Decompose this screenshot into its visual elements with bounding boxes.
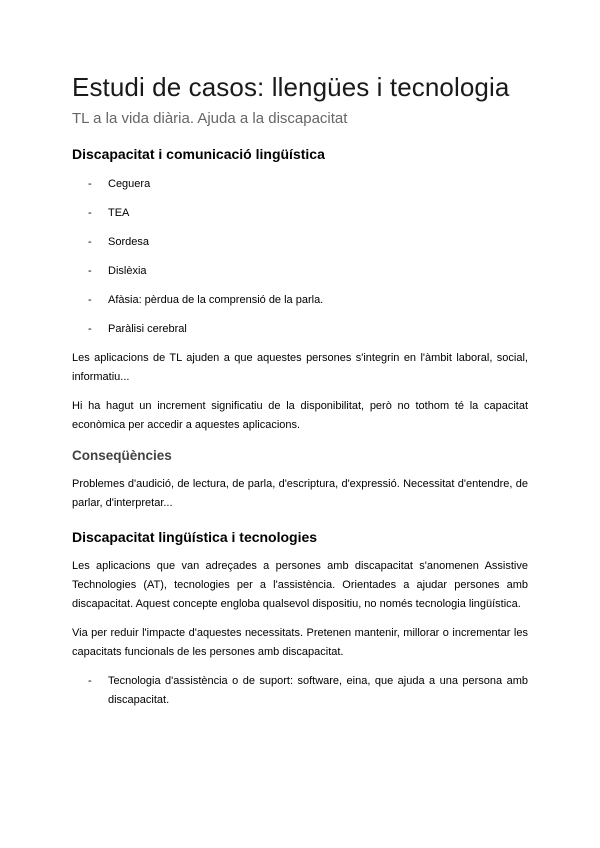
- list-item-text: Afàsia: pèrdua de la comprensió de la parla.: [108, 294, 324, 306]
- paragraph-availability: Hi ha hagut un increment significatiu de la disponibilitat, però no tothom té la capacitat econòmica per accedir a aquestes aplicacions.: [72, 400, 528, 431]
- document-page: [72, 70, 528, 724]
- paragraph-reduce-impact: Via per reduir l'impacte d'aquestes necessitats. Pretenen mantenir, millorar o incrementar les capacitats funcionals de les persones amb discapacitat.: [72, 627, 528, 658]
- assistive-tech-list: [72, 672, 528, 710]
- section-heading-disability-technologies: Discapacitat lingüística i tecnologies: [72, 529, 318, 545]
- section-heading-disability-communication: Discapacitat i comunicació lingüística: [72, 146, 325, 162]
- bullet-dash: -: [88, 675, 92, 687]
- bullet-dash: -: [88, 294, 92, 306]
- bullet-dash: -: [88, 323, 92, 335]
- list-item: [72, 672, 528, 710]
- bullet-dash: -: [88, 207, 92, 219]
- list-item-text: Tecnologia d'assistència o de suport: software, eina, que ajuda a una persona amb discapacitat.: [108, 675, 528, 706]
- list-item-text: Paràlisi cerebral: [108, 323, 187, 335]
- list-item: [72, 235, 528, 250]
- paragraph-consequences: Problemes d'audició, de lectura, de parla, d'escriptura, d'expressió. Necessitat d'entendre, de parlar, d'interpretar...: [72, 478, 528, 509]
- list-item-text: Sordesa: [108, 236, 149, 248]
- disability-list: [72, 177, 528, 337]
- list-item: [72, 322, 528, 337]
- list-item: [72, 293, 528, 308]
- page-subtitle: TL a la vida diària. Ajuda a la discapacitat: [72, 110, 348, 127]
- list-item-text: Dislèxia: [108, 265, 147, 277]
- page-title: Estudi de casos: llengües i tecnologia: [72, 72, 510, 102]
- list-item: [72, 177, 528, 192]
- section-heading-consequences: Conseqüències: [72, 448, 172, 463]
- paragraph-assistive-technologies: Les aplicacions que van adreçades a persones amb discapacitat s'anomenen Assistive Technologies (AT), tecnologies per a l'assistència. Orientades a ajudar persones amb discapacitat. Aquest concepte engloba qualsevol dispositiu, no només tecnologia lingüística.: [72, 560, 528, 610]
- list-item: [72, 264, 528, 279]
- paragraph-integration: Les aplicacions de TL ajuden a que aquestes persones s'integrin en l'àmbit laboral, social, informatiu...: [72, 352, 528, 383]
- list-item-text: TEA: [108, 207, 130, 219]
- bullet-dash: -: [88, 178, 92, 190]
- bullet-dash: -: [88, 265, 92, 277]
- bullet-dash: -: [88, 236, 92, 248]
- list-item-text: Ceguera: [108, 178, 151, 190]
- list-item: [72, 206, 528, 221]
